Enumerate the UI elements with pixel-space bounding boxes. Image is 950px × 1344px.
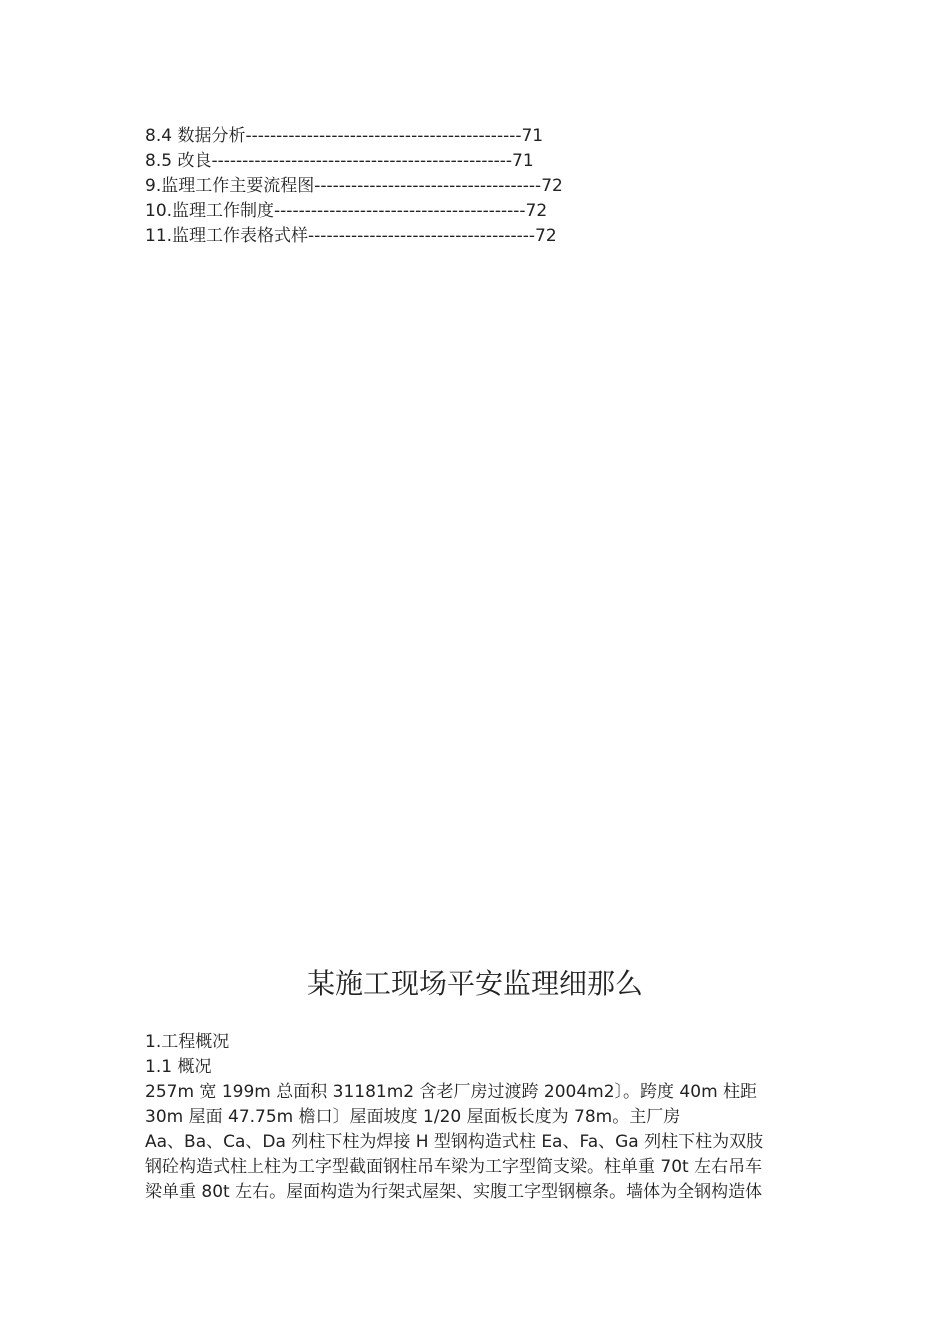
document-title: 某施工现场平安监理细那么 [306,967,643,1000]
body-line: 257m 宽 199m 总面积 31181m2 含老厂房过渡跨 2004m2〕。跨度 40m 柱距 [145,1082,758,1102]
body-paragraph [145,1080,810,1205]
document-body [145,1030,810,1205]
section-heading: 1.工程概况 [145,1032,230,1052]
toc-entry-8-5: 8.5 改良-------------------------------------------------71 [145,151,534,171]
body-line: 梁单重 80t 左右。屋面构造为行架式屋架、实腹工字型钢檩条。墙体为全钢构造体 [145,1182,763,1202]
body-line: 钢砼构造式柱上柱为工字型截面钢柱吊车梁为工字型简支梁。柱单重 70t 左右吊车 [145,1157,763,1177]
toc-entry-10: 10.监理工作制度-----------------------------------------72 [145,201,548,221]
subsection-heading: 1.1 概况 [145,1057,212,1077]
body-line: 30m 屋面 47.75m 檐口〕屋面坡度 1/20 屋面板长度为 78m。主厂房 [145,1107,681,1127]
toc-entry-8-4: 8.4 数据分析---------------------------------------------71 [145,126,544,146]
toc-entry-11: 11.监理工作表格式样-------------------------------------72 [145,226,557,246]
body-line: Aa、Ba、Ca、Da 列柱下柱为焊接 H 型钢构造式柱 Ea、Fa、Ga 列柱下柱为双肢 [145,1132,764,1152]
table-of-contents [145,124,563,249]
toc-entry-9: 9.监理工作主要流程图-------------------------------------72 [145,176,563,196]
